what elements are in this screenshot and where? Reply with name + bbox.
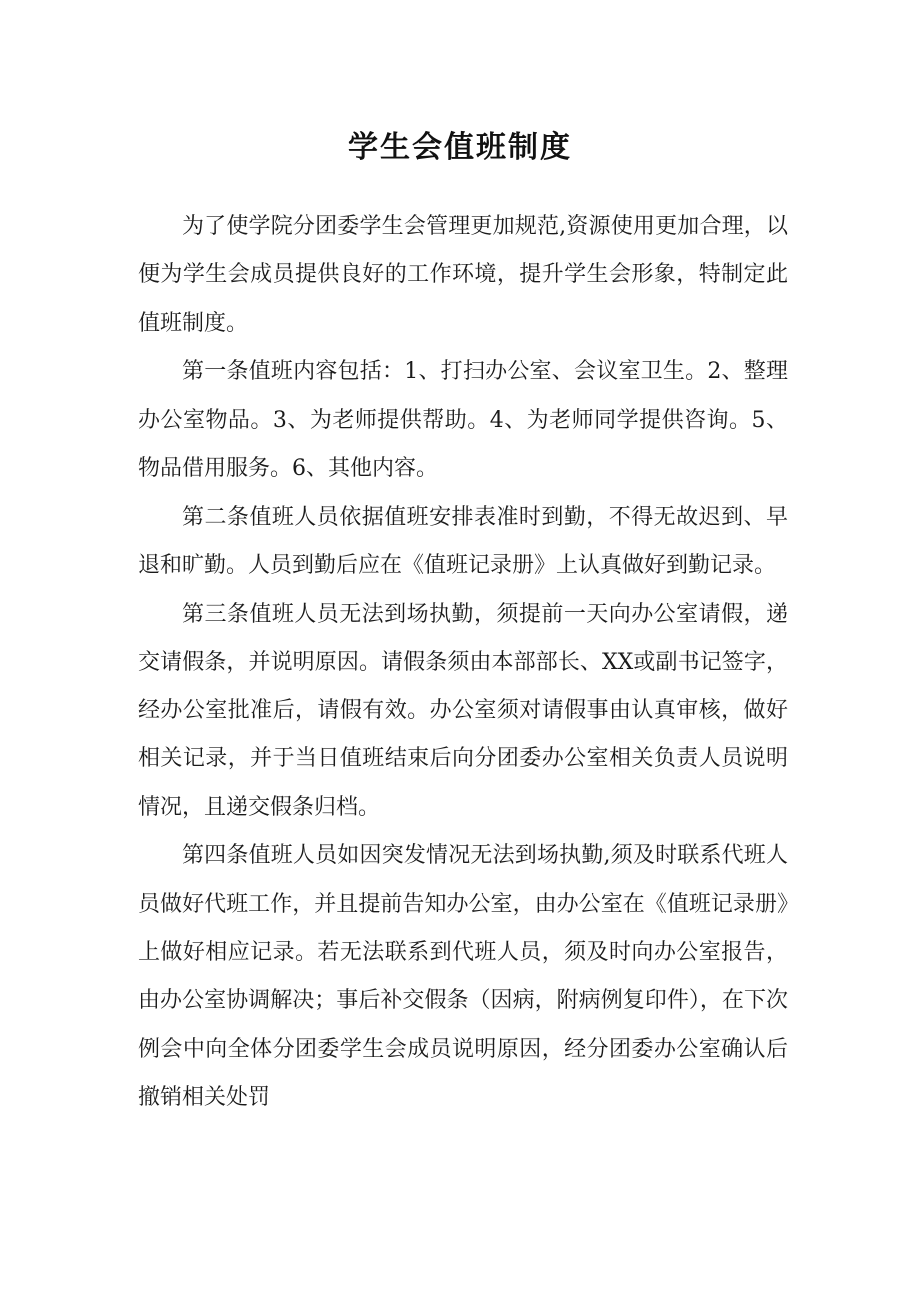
paragraph-intro: 为了使学院分团委学生会管理更加规范,资源使用更加合理，以便为学生会成员提供良好的工作环境，提升学生会形象，特制定此值班制度。 (138, 214, 788, 336)
document-title: 学生会值班制度 (348, 130, 572, 165)
paragraph-article-2: 第二条值班人员依据值班安排表准时到勤，不得无故迟到、早退和旷勤。人员到勤后应在《值班记录册》上认真做好到勤记录。 (138, 504, 788, 578)
paragraph-article-4: 第四条值班人员如因突发情况无法到场执勤,须及时联系代班人员做好代班工作，并且提前告知办公室，由办公室在《值班记录册》上做好相应记录。若无法联系到代班人员，须及时向办公室报告，由办公室协调解决；事后补交假条（因病，附病例复印件），在下次例会中向全体分团委学生会成员说明原因，经分团委办公室确认后撤销相关处罚 (138, 843, 788, 1110)
paragraph-article-1: 第一条值班内容包括：1、打扫办公室、会议室卫生。2、整理办公室物品。3、为老师提供帮助。4、为老师同学提供咨询。5、物品借用服务。6、其他内容。 (138, 359, 788, 481)
document-body (138, 203, 788, 1123)
paragraph-article-3: 第三条值班人员无法到场执勤，须提前一天向办公室请假，递交请假条，并说明原因。请假条须由本部部长、XX或副书记签字，经办公室批准后，请假有效。办公室须对请假事由认真审核，做好相关记录，并于当日值班结束后向分团委办公室相关负责人员说明情况，且递交假条归档。 (138, 601, 788, 820)
